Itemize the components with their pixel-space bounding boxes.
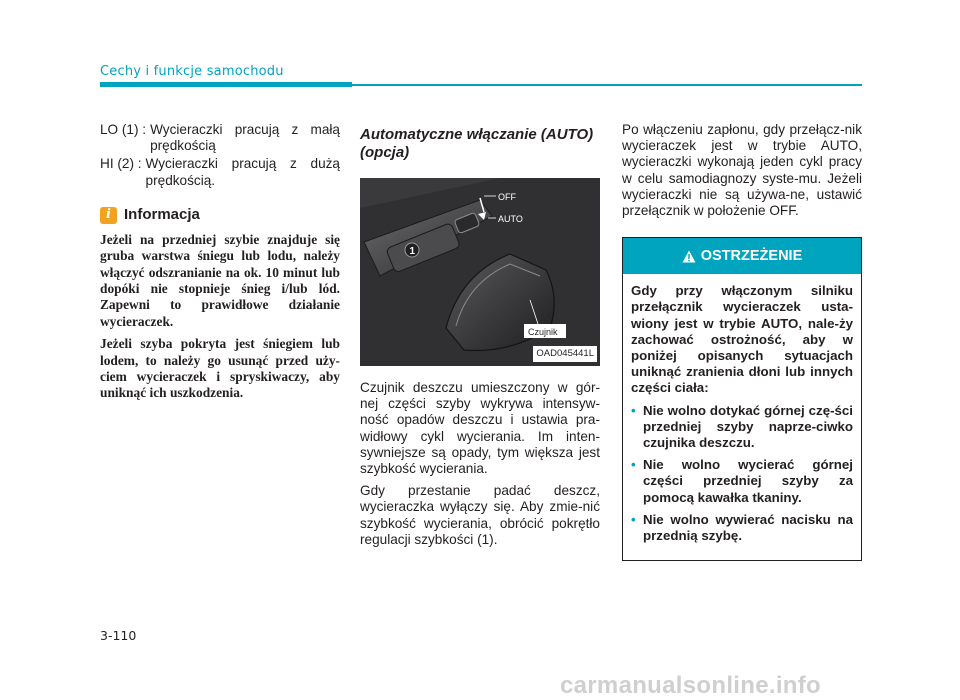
bullet-icon: • [631, 457, 636, 473]
left-column [100, 122, 340, 408]
speed-hi-key: HI (2) : [100, 156, 142, 172]
warning-body [623, 274, 861, 560]
warning-box [622, 237, 862, 561]
right-column [622, 122, 862, 561]
auto-label: AUTO [498, 214, 523, 224]
header-rule-thick [100, 82, 352, 87]
speed-paragraph: Gdy przestanie padać deszcz, wycieraczka wyłączy się. Aby zmie-nić szybkość wycierania, obrócić pokrętło regulacji szybkości (1). [360, 483, 600, 547]
warning-item [631, 403, 853, 452]
selftest-paragraph: Po włączeniu zapłonu, gdy przełącz-nik wycieraczek jest w trybie AUTO, wycieraczki wykonają jeden cykl pracy w celu samodiagnozy syste-mu. Jeżeli wycieraczki nie są używa-ne, ustawić przełącznik w położenie OFF. [622, 122, 862, 219]
info-paragraph-2: Jeżeli szyba pokryta jest śniegiem lub lodem, to należy go usunąć przed uży-ciem wycieraczek i spryskiwaczy, aby uniknąć ich uszkodzenia. [100, 336, 340, 401]
warning-lead: Gdy przy włączonym silniku przełącznik wycieraczek usta-wiony jest w trybie AUTO, nale-ży zachować ostrożność, aby w poniżej opisanych sytuacjach uniknąć zranienia dłoni lub innych części ciała: [631, 283, 853, 396]
bullet-icon: • [631, 402, 636, 418]
svg-text:1: 1 [409, 246, 416, 257]
sensor-label: Czujnik [528, 327, 558, 337]
warning-title: OSTRZEŻENIE [700, 248, 803, 265]
warning-item-text: Nie wolno wywierać nacisku na przednią szybę. [643, 511, 853, 544]
wiper-switch-illustration [360, 178, 600, 366]
warning-triangle-icon [682, 250, 696, 263]
info-heading [100, 207, 340, 224]
warning-header [623, 238, 861, 274]
speed-lo [100, 122, 340, 154]
header-rule-thin [352, 84, 862, 86]
bullet-icon: • [631, 511, 636, 527]
wiper-lever-drawing [360, 178, 600, 366]
off-label: OFF [498, 192, 516, 202]
section-title: Automatyczne włączanie (AUTO) (opcja) [360, 126, 594, 161]
warning-item [631, 512, 853, 544]
info-paragraph-1: Jeżeli na przedniej szybie znajduje się gruba warstwa śniegu lub lodu, należy włączyć odszranianie na ok. 10 minut lub dopóki nie stopnieje śnieg i/lub lód. Zapewni to prawidłowe działanie wycieraczek. [100, 231, 340, 329]
site-watermark: carmanualsonline.info [560, 672, 822, 699]
warning-item-text: Nie wolno dotykać górnej czę-ści przedniej szyby naprze-ciwko czujnika deszczu. [643, 402, 853, 451]
page-number: 3-110 [100, 628, 137, 643]
info-title: Informacja [124, 206, 200, 224]
running-header: Cechy i funkcje samochodu [100, 64, 284, 79]
speed-hi-value: Wycieraczki pracują z dużą prędkością. [145, 156, 340, 188]
speed-hi [100, 156, 340, 188]
warning-item [631, 457, 853, 506]
sensor-paragraph: Czujnik deszczu umieszczony w gór-nej części szyby wykrywa intensyw-ność opadów deszczu i ustawia pra-widłowy cykl wycierania. Im inten-sywniejsze są opady, tym większa jest szybkość wycierania. [360, 380, 600, 477]
info-icon: i [100, 207, 117, 224]
speed-lo-value: Wycieraczki pracują z małą prędkością [150, 122, 340, 154]
middle-column [360, 122, 600, 554]
speed-lo-key: LO (1) : [100, 122, 147, 137]
warning-item-text: Nie wolno wycierać górnej części przedniej szyby za pomocą kawałka tkaniny. [643, 457, 853, 505]
figure-code: OAD045441L [533, 346, 597, 362]
